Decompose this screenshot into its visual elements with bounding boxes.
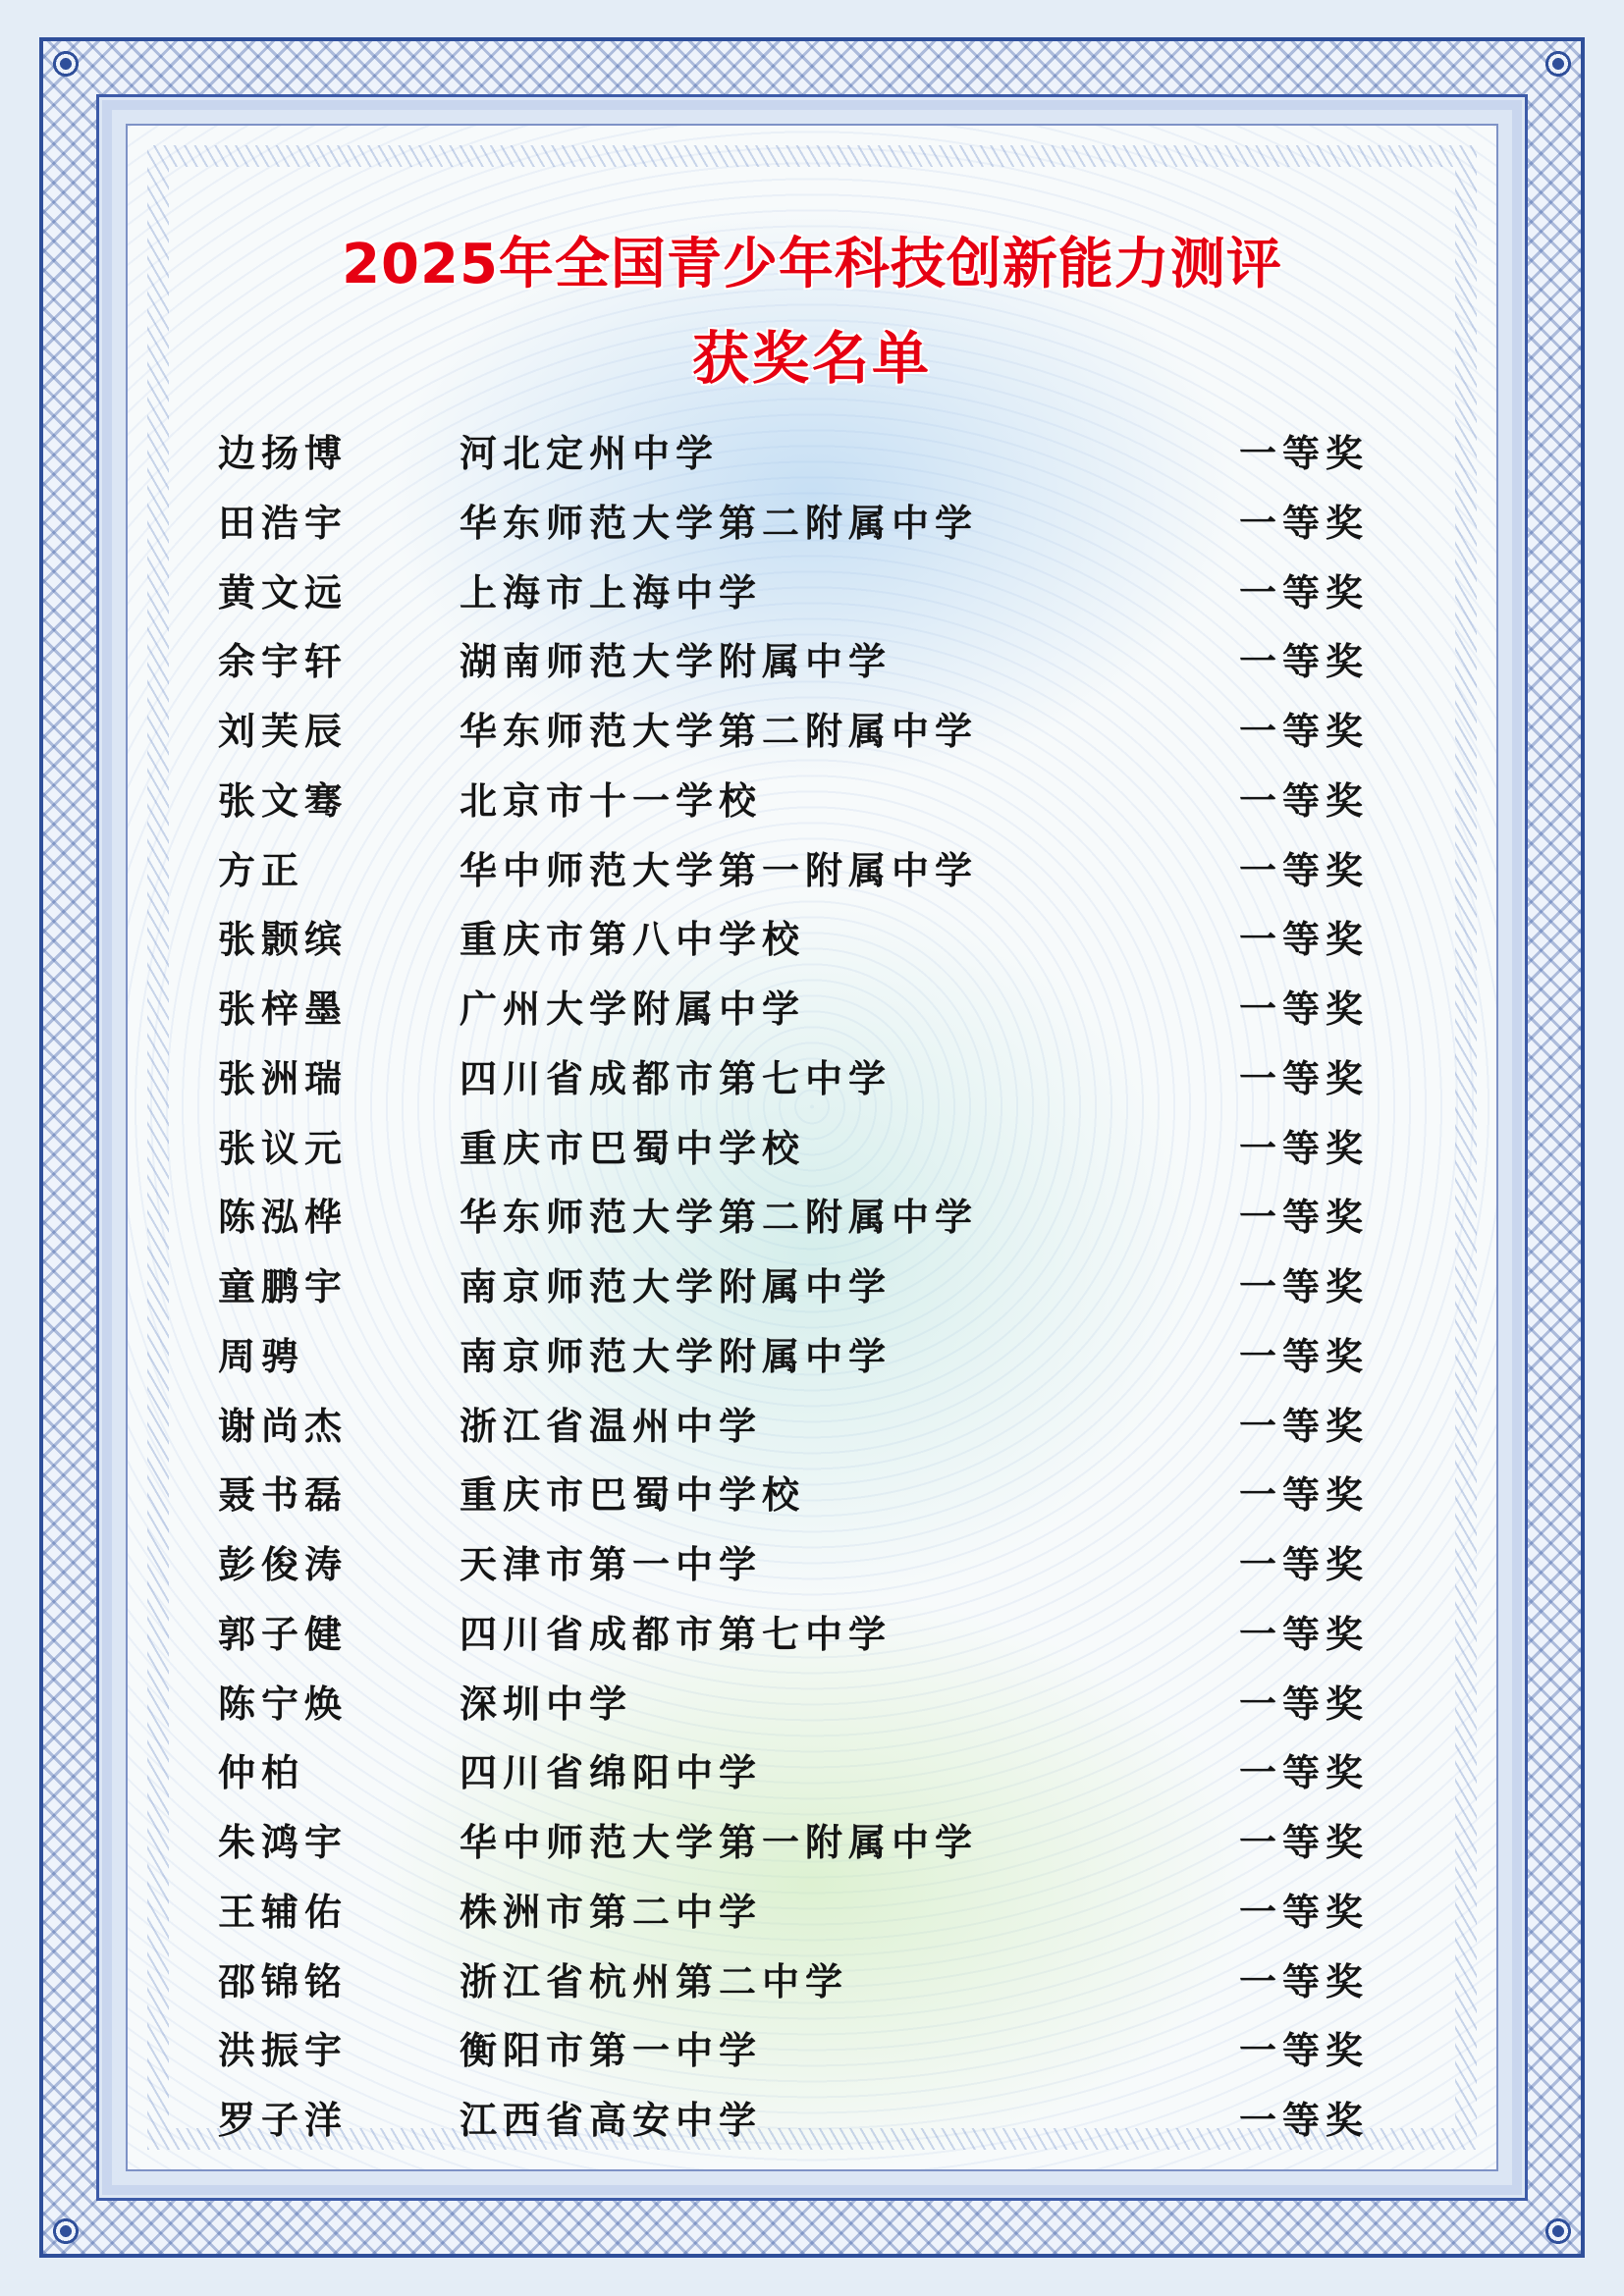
school-name: 华东师范大学第二附属中学 (460, 500, 979, 545)
list-item (0, 1466, 1624, 1535)
list-item (0, 1257, 1624, 1327)
list-item (0, 910, 1624, 980)
award-level: 一等奖 (1239, 1611, 1370, 1656)
school-name: 华中师范大学第一附属中学 (460, 847, 979, 892)
awardee-name: 彭俊涛 (218, 1542, 349, 1586)
school-name: 重庆市第八中学校 (460, 917, 806, 962)
awardee-name: 陈宁焕 (218, 1681, 349, 1726)
awardee-name: 陈泓桦 (218, 1195, 349, 1240)
awardee-name: 边扬博 (218, 431, 349, 475)
school-name: 南京师范大学附属中学 (460, 1333, 893, 1378)
school-name: 江西省高安中学 (460, 2098, 763, 2142)
school-name: 衡阳市第一中学 (460, 2028, 763, 2073)
award-level: 一等奖 (1239, 917, 1370, 962)
award-level: 一等奖 (1239, 2028, 1370, 2073)
school-name: 深圳中学 (460, 1681, 633, 1726)
award-level: 一等奖 (1239, 1889, 1370, 1934)
award-list (0, 424, 1624, 2161)
award-level: 一等奖 (1239, 639, 1370, 684)
school-name: 浙江省温州中学 (460, 1403, 763, 1448)
awardee-name: 邵锦铭 (218, 1958, 349, 2003)
list-item (0, 424, 1624, 494)
list-item (0, 702, 1624, 772)
school-name: 华中师范大学第一附属中学 (460, 1820, 979, 1864)
awardee-name: 王辅佑 (218, 1889, 349, 1934)
list-item (0, 1952, 1624, 2022)
awardee-name: 田浩宇 (218, 500, 349, 545)
awardee-name: 谢尚杰 (218, 1403, 349, 1448)
award-level: 一等奖 (1239, 1958, 1370, 2003)
list-item (0, 1743, 1624, 1813)
school-name: 重庆市巴蜀中学校 (460, 1472, 806, 1518)
awardee-name: 张洲瑞 (218, 1055, 349, 1100)
school-name: 重庆市巴蜀中学校 (460, 1125, 806, 1170)
corner-ornament-icon (1536, 2209, 1581, 2254)
list-item (0, 2021, 1624, 2091)
school-name: 四川省绵阳中学 (460, 1750, 763, 1795)
awardee-name: 朱鸿宇 (218, 1820, 349, 1864)
list-item (0, 1883, 1624, 1952)
school-name: 南京师范大学附属中学 (460, 1264, 893, 1308)
school-name: 华东师范大学第二附属中学 (460, 1195, 979, 1240)
list-item (0, 980, 1624, 1049)
awardee-name: 张议元 (218, 1125, 349, 1170)
school-name: 四川省成都市第七中学 (460, 1055, 893, 1100)
awardee-name: 聂书磊 (218, 1472, 349, 1518)
awardee-name: 余宇轩 (218, 639, 349, 684)
page-subtitle: 获奖名单 (691, 325, 932, 392)
list-item (0, 1188, 1624, 1257)
awardee-name: 郭子健 (218, 1611, 349, 1656)
school-name: 上海市上海中学 (460, 569, 763, 614)
award-level: 一等奖 (1239, 1820, 1370, 1864)
award-level: 一等奖 (1239, 2098, 1370, 2142)
list-item (0, 1675, 1624, 1744)
award-level: 一等奖 (1239, 1472, 1370, 1518)
list-item (0, 1049, 1624, 1119)
award-level: 一等奖 (1239, 569, 1370, 614)
awardee-name: 张文骞 (218, 777, 349, 823)
awardee-name: 周骋 (218, 1333, 305, 1378)
school-name: 湖南师范大学附属中学 (460, 639, 893, 684)
school-name: 广州大学附属中学 (460, 987, 806, 1031)
award-level: 一等奖 (1239, 1195, 1370, 1240)
award-level: 一等奖 (1239, 847, 1370, 892)
list-item (0, 563, 1624, 633)
list-item (0, 494, 1624, 563)
list-item (0, 1605, 1624, 1675)
award-level: 一等奖 (1239, 1264, 1370, 1308)
list-item (0, 1813, 1624, 1883)
award-level: 一等奖 (1239, 1681, 1370, 1726)
list-item (0, 1119, 1624, 1189)
awardee-name: 童鹏宇 (218, 1264, 349, 1308)
school-name: 河北定州中学 (460, 431, 720, 475)
school-name: 四川省成都市第七中学 (460, 1611, 893, 1656)
corner-ornament-icon (1536, 41, 1581, 86)
award-level: 一等奖 (1239, 1403, 1370, 1448)
award-level: 一等奖 (1239, 987, 1370, 1031)
school-name: 天津市第一中学 (460, 1542, 763, 1586)
corner-ornament-icon (43, 41, 88, 86)
corner-ornament-icon (43, 2209, 88, 2254)
awardee-name: 洪振宇 (218, 2028, 349, 2073)
school-name: 北京市十一学校 (460, 777, 763, 823)
list-item (0, 841, 1624, 911)
award-level: 一等奖 (1239, 709, 1370, 753)
list-item (0, 772, 1624, 841)
awardee-name: 黄文远 (218, 569, 349, 614)
award-level: 一等奖 (1239, 500, 1370, 545)
award-level: 一等奖 (1239, 1333, 1370, 1378)
awardee-name: 刘芙辰 (218, 709, 349, 753)
award-level: 一等奖 (1239, 1125, 1370, 1170)
awardee-name: 张梓墨 (218, 987, 349, 1031)
list-item (0, 1535, 1624, 1605)
page-title: 2025年全国青少年科技创新能力测评 (342, 233, 1282, 296)
list-item (0, 2091, 1624, 2161)
list-item (0, 632, 1624, 702)
list-item (0, 1397, 1624, 1467)
award-level: 一等奖 (1239, 1542, 1370, 1586)
awardee-name: 仲柏 (218, 1750, 305, 1795)
award-level: 一等奖 (1239, 1055, 1370, 1100)
school-name: 株洲市第二中学 (460, 1889, 763, 1934)
award-level: 一等奖 (1239, 431, 1370, 475)
awardee-name: 方正 (218, 847, 305, 892)
awardee-name: 罗子洋 (218, 2098, 349, 2142)
list-item (0, 1327, 1624, 1397)
award-level: 一等奖 (1239, 1750, 1370, 1795)
awardee-name: 张颢缤 (218, 917, 349, 962)
award-level: 一等奖 (1239, 777, 1370, 823)
school-name: 浙江省杭州第二中学 (460, 1958, 849, 2003)
school-name: 华东师范大学第二附属中学 (460, 709, 979, 753)
